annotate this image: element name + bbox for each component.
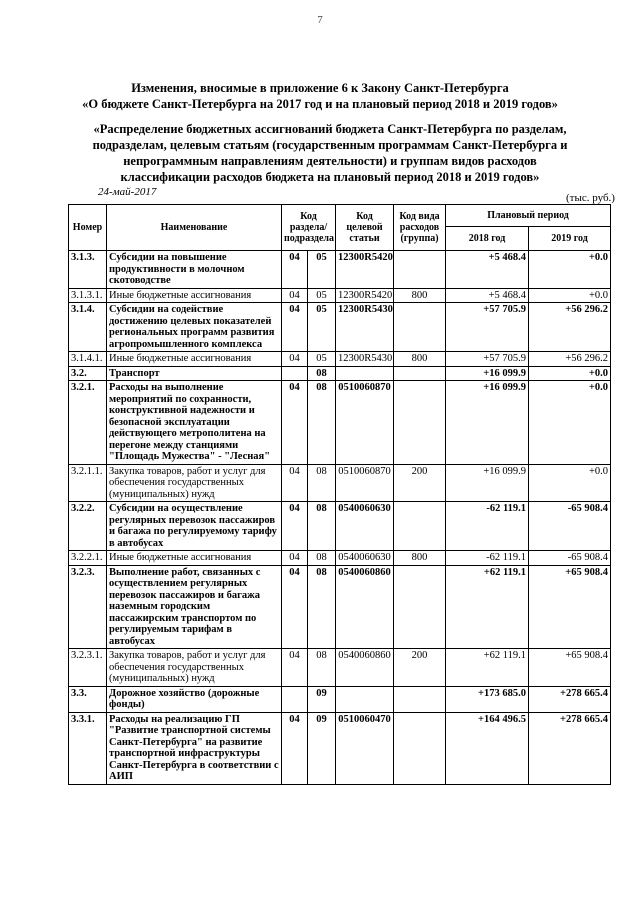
table-row [69,686,611,712]
row-name: Расходы на реализацию ГП "Развитие транспортной системы Санкт-Петербурга" на развитие транспортной инфраструктуры Санкт-Петербурга в соответствии с АИП [107,712,282,784]
row-value-2019: +56 296.2 [529,303,611,352]
row-target: 0540060630 [336,551,394,566]
budget-table [68,204,611,785]
row-value-2018: +62 119.1 [446,565,529,649]
row-subsection: 08 [308,551,336,566]
row-subsection: 08 [308,464,336,502]
row-section [282,366,308,381]
row-section: 04 [282,464,308,502]
row-value-2019: -65 908.4 [529,502,611,551]
row-type [394,251,446,289]
row-value-2018: +62 119.1 [446,649,529,687]
row-section: 04 [282,565,308,649]
table-row [69,565,611,649]
row-value-2018: +57 705.9 [446,352,529,367]
row-subsection: 08 [308,649,336,687]
header-section: Код раздела/ подраздела [282,205,336,251]
row-name: Закупка товаров, работ и услуг для обеспечения государственных (муниципальных) нужд [107,464,282,502]
table-row [69,251,611,289]
row-number: 3.1.4.1. [69,352,107,367]
row-number: 3.1.3.1. [69,288,107,303]
row-name: Расходы на выполнение мероприятий по сохранности, конструктивной надежности и безопасной эксплуатации действующего метрополитена на перегоне между станциями "Площадь Мужества" - "Лесная" [107,381,282,465]
title-line: «Распределение бюджетных ассигнований бюджета Санкт-Петербурга по разделам, [93,122,567,136]
row-type: 800 [394,288,446,303]
header-2019: 2019 год [529,227,611,251]
row-target [336,366,394,381]
row-name: Закупка товаров, работ и услуг для обеспечения государственных (муниципальных) нужд [107,649,282,687]
row-type: 200 [394,464,446,502]
row-subsection: 08 [308,502,336,551]
row-value-2019: +65 908.4 [529,565,611,649]
table-row [69,288,611,303]
title-line: «О бюджете Санкт-Петербурга на 2017 год и на плановый период 2018 и 2019 годов» [82,97,558,111]
row-value-2018: +16 099.9 [446,366,529,381]
row-number: 3.1.4. [69,303,107,352]
row-target: 12300R5430 [336,352,394,367]
table-row [69,366,611,381]
row-value-2018: +5 468.4 [446,288,529,303]
row-subsection: 08 [308,381,336,465]
title-line: непрограммным направлениям деятельности) и группам видов расходов [123,154,537,168]
row-section: 04 [282,352,308,367]
row-section: 04 [282,712,308,784]
row-value-2018: +5 468.4 [446,251,529,289]
row-type: 800 [394,352,446,367]
appendix-title [50,121,610,185]
row-target: 0540060860 [336,649,394,687]
row-name: Субсидии на содействие достижению целевых показателей региональных программ развития агропромышленного комплекса [107,303,282,352]
row-value-2019: +56 296.2 [529,352,611,367]
table-row [69,464,611,502]
header-name: Наименование [107,205,282,251]
row-value-2018: +57 705.9 [446,303,529,352]
row-type: 200 [394,649,446,687]
row-name: Иные бюджетные ассигнования [107,352,282,367]
row-number: 3.2.2.1. [69,551,107,566]
row-value-2018: +164 496.5 [446,712,529,784]
row-section: 04 [282,381,308,465]
row-name: Иные бюджетные ассигнования [107,288,282,303]
row-type [394,565,446,649]
row-value-2019: +65 908.4 [529,649,611,687]
row-type: 800 [394,551,446,566]
row-target: 0540060860 [336,565,394,649]
table-row [69,712,611,784]
row-value-2018: +173 685.0 [446,686,529,712]
row-type [394,502,446,551]
row-number: 3.2.1. [69,381,107,465]
table-row [69,502,611,551]
page-number: 7 [317,14,323,26]
row-section: 04 [282,251,308,289]
row-subsection: 05 [308,303,336,352]
title-line: подразделам, целевым статьям (государственным программам Санкт-Петербурга и [92,138,568,152]
row-target: 0510060470 [336,712,394,784]
table-row [69,649,611,687]
row-number: 3.2.3. [69,565,107,649]
row-name: Выполнение работ, связанных с осуществлением регулярных перевозок пассажиров и багажа наземным городским пассажирским транспортом по регулируемым тарифам в автобусах [107,565,282,649]
table-row [69,381,611,465]
row-subsection: 05 [308,352,336,367]
table-row [69,352,611,367]
row-target: 12300R5430 [336,303,394,352]
title-line: Изменения, вносимые в приложение 6 к Закону Санкт-Петербурга [131,81,509,95]
row-target: 0540060630 [336,502,394,551]
row-section: 04 [282,303,308,352]
row-number: 3.1.3. [69,251,107,289]
row-number: 3.3.1. [69,712,107,784]
row-type [394,366,446,381]
row-name: Дорожное хозяйство (дорожные фонды) [107,686,282,712]
row-type [394,686,446,712]
row-value-2019: +278 665.4 [529,712,611,784]
row-value-2019: +0.0 [529,288,611,303]
header-plan: Плановый период [446,205,611,227]
row-section: 04 [282,502,308,551]
row-target: 0510060870 [336,381,394,465]
row-value-2018: -62 119.1 [446,551,529,566]
header-type: Код вида расходов (группа) [394,205,446,251]
row-subsection: 09 [308,712,336,784]
row-value-2018: -62 119.1 [446,502,529,551]
row-subsection: 08 [308,565,336,649]
row-number: 3.2.2. [69,502,107,551]
row-value-2018: +16 099.9 [446,464,529,502]
row-value-2019: -65 908.4 [529,551,611,566]
row-target: 12300R5420 [336,288,394,303]
row-subsection: 09 [308,686,336,712]
row-number: 3.2. [69,366,107,381]
row-target: 0510060870 [336,464,394,502]
row-subsection: 08 [308,366,336,381]
units-label: (тыс. руб.) [566,192,615,204]
header-number: Номер [69,205,107,251]
row-value-2019: +0.0 [529,251,611,289]
row-value-2019: +0.0 [529,381,611,465]
document-title [0,80,640,112]
header-2018: 2018 год [446,227,529,251]
row-target: 12300R5420 [336,251,394,289]
row-section: 04 [282,551,308,566]
row-section: 04 [282,288,308,303]
row-name: Субсидии на осуществление регулярных перевозок пассажиров и багажа по регулируемому тарифу в автобусах [107,502,282,551]
row-target [336,686,394,712]
row-value-2018: +16 099.9 [446,381,529,465]
row-subsection: 05 [308,251,336,289]
row-value-2019: +278 665.4 [529,686,611,712]
row-type [394,303,446,352]
row-number: 3.3. [69,686,107,712]
row-value-2019: +0.0 [529,464,611,502]
row-type [394,381,446,465]
row-section [282,686,308,712]
row-number: 3.2.3.1. [69,649,107,687]
row-name: Иные бюджетные ассигнования [107,551,282,566]
table-row [69,551,611,566]
row-value-2019: +0.0 [529,366,611,381]
row-subsection: 05 [308,288,336,303]
row-type [394,712,446,784]
table-row [69,303,611,352]
title-line: классификации расходов бюджета на плановый период 2018 и 2019 годов» [120,170,540,184]
row-name: Субсидии на повышение продуктивности в молочном скотоводстве [107,251,282,289]
row-number: 3.2.1.1. [69,464,107,502]
row-section: 04 [282,649,308,687]
document-date: 24-май-2017 [98,186,157,198]
row-name: Транспорт [107,366,282,381]
header-target: Код целевой статьи [336,205,394,251]
